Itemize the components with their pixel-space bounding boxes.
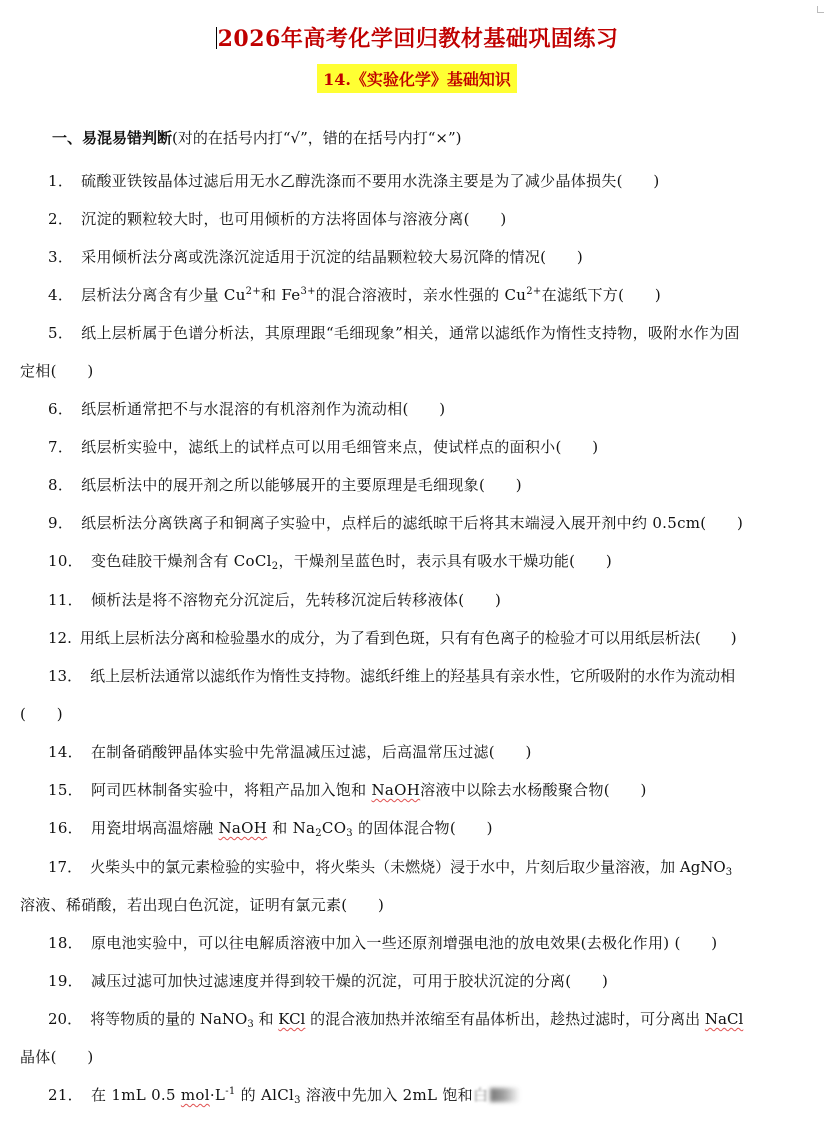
spellcheck-underlined-term: NaCl <box>704 1010 744 1028</box>
question-text: 晶体( ) <box>20 1048 94 1066</box>
formula-subscript: 2 <box>315 828 322 839</box>
question-text: 的固体混合物( ) <box>352 819 493 837</box>
question-text: 纸层析实验中，滤纸上的试样点可以用毛细管来点，使试样点的面积小( ) <box>81 438 599 456</box>
question-17 <box>48 856 732 878</box>
question-number: 4． <box>48 286 74 304</box>
spellcheck-underlined-term: mol <box>180 1086 210 1104</box>
question-text: 纸层析法中的展开剂之所以能够展开的主要原理是毛细现象( ) <box>81 476 522 494</box>
question-text: 阿司匹林制备实验中，将粗产品加入饱和 <box>91 781 372 799</box>
question-number: 1． <box>48 172 74 190</box>
question-text: 的混合溶液时，亲水性强的 Cu <box>315 286 527 304</box>
question-number: 19． <box>48 972 83 990</box>
subtitle-container <box>0 64 834 93</box>
question-text: 的混合液加热并浓缩至有晶体析出，趁热过滤时，可分离出 <box>305 1010 705 1028</box>
question-text: CO <box>321 819 347 837</box>
formula-subscript: 2 <box>271 561 279 572</box>
question-5-continued <box>20 360 94 381</box>
question-text: 纸上层析法通常以滤纸作为惰性支持物。滤纸纤维上的羟基具有亲水性，它所吸附的水作为流动相 <box>90 667 736 685</box>
question-number: 13． <box>48 667 83 685</box>
question-20-continued <box>20 1046 94 1067</box>
question-text: ·L <box>209 1086 226 1104</box>
question-number: 8． <box>48 476 74 494</box>
exponent-superscript: -1 <box>225 1086 236 1097</box>
question-2 <box>48 208 507 229</box>
text-cursor <box>216 27 217 49</box>
question-number: 15． <box>48 781 83 799</box>
question-text: 倾析法是将不溶物充分沉淀后，先转移沉淀后转移液体( ) <box>91 591 502 609</box>
question-text: 在滤纸下方( ) <box>541 286 661 304</box>
question-text: 溶液中以除去水杨酸聚合物( ) <box>420 781 647 799</box>
question-text: 在制备硝酸钾晶体实验中先常温减压过滤，后高温常压过滤( ) <box>91 743 532 761</box>
question-15 <box>48 779 647 800</box>
question-number: 14． <box>48 743 83 761</box>
question-11 <box>48 589 501 610</box>
charge-superscript: 3+ <box>300 286 316 297</box>
question-21 <box>48 1084 520 1106</box>
question-text: 和 <box>253 1010 279 1028</box>
question-12 <box>48 627 737 648</box>
question-number: 11． <box>48 591 83 609</box>
section-instruction: (对的在括号内打“√”，错的在括号内打“×”) <box>172 129 462 147</box>
question-number: 10． <box>48 552 83 570</box>
question-number: 17． <box>48 858 83 876</box>
highlighted-subtitle: 14.《实验化学》基础知识 <box>317 64 517 93</box>
question-text: ，干燥剂呈蓝色时，表示具有吸水干燥功能( ) <box>278 552 613 570</box>
question-3 <box>48 246 583 267</box>
spellcheck-underlined-term: KCl <box>278 1010 306 1028</box>
question-number: 3． <box>48 248 74 266</box>
formula-subscript: 3 <box>725 867 733 878</box>
question-text: 用瓷坩埚高温熔融 <box>91 819 219 837</box>
question-text: 纸层析通常把不与水混溶的有机溶剂作为流动相( ) <box>81 400 446 418</box>
question-text: 的 AlCl <box>235 1086 295 1104</box>
question-1 <box>48 170 660 191</box>
section-heading <box>52 127 462 148</box>
question-text: 纸上层析属于色谱分析法，其原理跟“毛细现象”相关，通常以滤纸作为惰性支持物，吸附水作为固 <box>81 324 740 342</box>
question-number: 5． <box>48 324 74 342</box>
question-number: 7． <box>48 438 74 456</box>
formula-subscript: 3 <box>247 1019 254 1030</box>
question-17-continued <box>20 894 384 915</box>
blurred-fade-out <box>490 1088 520 1102</box>
question-text: 沉淀的颗粒较大时，也可用倾析的方法将固体与溶液分离( ) <box>81 210 507 228</box>
formula-subscript: 3 <box>294 1095 301 1106</box>
charge-superscript: 2+ <box>245 286 262 297</box>
question-6 <box>48 398 445 419</box>
question-text: 溶液中先加入 2mL 饱和 <box>300 1086 473 1104</box>
question-16 <box>48 817 493 839</box>
question-4 <box>48 284 661 305</box>
question-20 <box>48 1008 743 1030</box>
question-text: 定相( ) <box>20 362 94 380</box>
formula-subscript: 3 <box>346 828 353 839</box>
question-text: 采用倾析法分离或洗涤沉淀适用于沉淀的结晶颗粒较大易沉降的情况( ) <box>81 248 584 266</box>
question-number: 18． <box>48 934 83 952</box>
question-number: 9． <box>48 514 74 532</box>
question-number: 2． <box>48 210 74 228</box>
question-text: 将等物质的量的 NaNO <box>90 1010 248 1028</box>
question-8 <box>48 474 522 495</box>
question-number: 6． <box>48 400 74 418</box>
page-corner-mark <box>817 6 824 13</box>
question-13-continued <box>20 703 63 724</box>
page-title <box>0 22 834 53</box>
question-14 <box>48 741 532 762</box>
question-18 <box>48 932 717 953</box>
question-13 <box>48 665 735 686</box>
charge-superscript: 2+ <box>526 286 542 297</box>
question-number: 12. <box>48 629 72 647</box>
spellcheck-underlined-term: NaOH <box>371 781 421 799</box>
question-text: 层析法分离含有少量 Cu <box>81 286 246 304</box>
faded-text: 白 <box>472 1086 489 1104</box>
question-text: 纸层析法分离铁离子和铜离子实验中，点样后的滤纸晾干后将其末端浸入展开剂中约 0.5cm( ) <box>81 514 744 532</box>
question-text: ( ) <box>20 705 63 723</box>
question-number: 16． <box>48 819 83 837</box>
question-text: 和 Na <box>267 819 316 837</box>
question-text: 在 1mL 0.5 <box>91 1086 181 1104</box>
question-5 <box>48 322 740 343</box>
question-text: 变色硅胶干燥剂含有 CoCl <box>91 552 272 570</box>
question-text: 减压过滤可加快过滤速度并得到较干燥的沉淀，可用于胶状沉淀的分离( ) <box>91 972 609 990</box>
question-number: 20． <box>48 1010 83 1028</box>
question-text: 溶液、稀硝酸，若出现白色沉淀，证明有氯元素( ) <box>20 896 385 914</box>
section-heading-label: 一、易混易错判断 <box>52 129 173 147</box>
question-19 <box>48 970 608 991</box>
question-9 <box>48 512 743 533</box>
question-number: 21． <box>48 1086 83 1104</box>
question-text: 用纸上层析法分离和检验墨水的成分，为了看到色斑，只有有色离子的检验才可以用纸层析法( ) <box>79 629 737 647</box>
question-text: 硫酸亚铁铵晶体过滤后用无水乙醇洗涤而不要用水洗涤主要是为了减少晶体损失( ) <box>81 172 660 190</box>
spellcheck-underlined-term: NaOH <box>218 819 268 837</box>
question-10 <box>48 550 612 572</box>
question-text: 和 Fe <box>261 286 301 304</box>
page-title-text: 2026年高考化学回归教材基础巩固练习 <box>217 26 619 52</box>
question-text: 火柴头中的氯元素检验的实验中，将火柴头（未燃烧）浸于水中，片刻后取少量溶液，加 AgNO <box>90 858 726 876</box>
question-7 <box>48 436 598 457</box>
question-text: 原电池实验中，可以往电解质溶液中加入一些还原剂增强电池的放电效果(去极化作用) ( ) <box>91 934 718 952</box>
